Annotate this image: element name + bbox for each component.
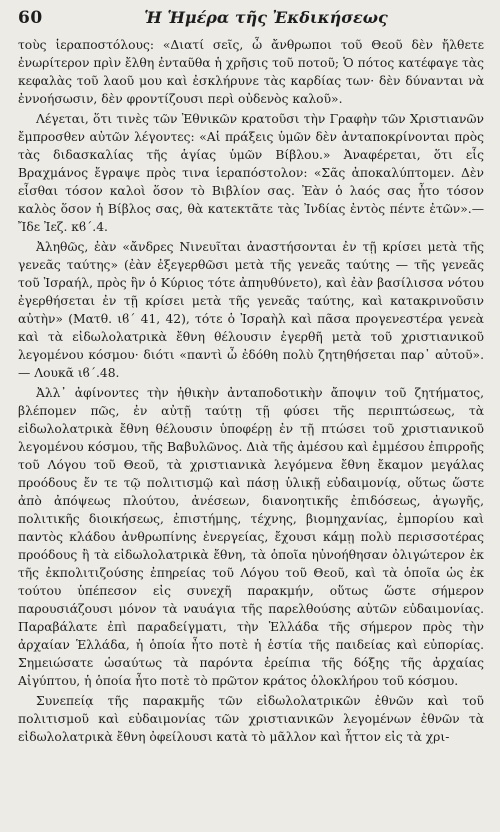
page-number: 60 (18, 8, 43, 28)
paragraph: Λέγεται, ὅτι τινὲς τῶν Ἐθνικῶν κρατοῦσι τὴν Γραφὴν τῶν Χριστιανῶν ἔμπροσθεν αὐτῶν λέγοντες: «Αἱ πράξεις ὑμῶν δὲν ἀνταποκρίνονται πρὸς τὰς διδασκαλίας τῆς ἁγίας ὑμῶν Βίβλου.» Ἀναφέρεται, ὅτι εἷς Βραχμάνος ἔγραψε πρὸς τινα ἱεραπόστολον: «Σᾶς ἀποκαλύπτομεν. Δὲν εἶσθαι τόσον καλοὶ ὅσον τὸ Βιβλίον σας. Ἐὰν ὁ λαός σας ἦτο τόσον καλὸς ὅσον ἡ Βίβλος σας, θὰ κατεκτᾶτε τὰς Ἰνδίας ἐντὸς πέντε ἐτῶν».— Ἴδε Ἰεζ. κϐ΄.4. (18, 112, 484, 234)
paragraph: Ἀληθῶς, ἐὰν «ἄνδρες Νινευῖται ἀναστήσονται ἐν τῇ κρίσει μετὰ τῆς γενεᾶς ταύτης» (ἐὰν ἐξεγερθῶσι μετὰ τῆς γενεᾶς ταύτης — τῆς γενεᾶς τοῦ Ἰσραήλ, πρὸς ἣν ὁ Κύριος τότε ἀπηυθύνετο), καὶ ἐὰν βασίλισσα νότου ἐγερθήσεται ἐν τῇ κρίσει μετὰ τῆς γενεᾶς ταύτης, καὶ κατακρινοῦσιν αὐτὴν» (Ματθ. ιϐ΄ 41, 42), τότε ὁ Ἰσραὴλ καὶ πᾶσα προγενεστέρα γενεὰ καὶ τὰ εἰδωλολατρικὰ ἔθνη θέλουσιν ἐγερθῆ μετὰ τοῦ χριστιανικοῦ λεγομένου κόσμου· διότι «παντὶ ὦ ἐδόθη πολὺ ζητηθήσεται παρ᾽ αὐτοῦ». — Λουκᾶ ιϐ΄.48. (18, 240, 484, 380)
paragraph: τοὺς ἱεραποστόλους: «Διατί σεῖς, ὦ ἄνθρωποι τοῦ Θεοῦ δὲν ἤλθετε ἐνωρίτερον πρὶν ἔλθη ἐνταῦθα ἡ χρῆσις τοῦ ποτοῦ; Ὁ πότος κατέφαγε τὰς κεφαλὰς τοῦ λαοῦ μου καὶ ἐσκλήρυνε τὰς καρδίας των· δὲν δύνανται νὰ ἐννοήσωσιν, δὲν φροντίζουσι περὶ οὐδενὸς καλοῦ». (18, 38, 484, 106)
paragraph: Συνεπείᾳ τῆς παρακμῆς τῶν εἰδωλολατρικῶν ἐθνῶν καὶ τοῦ πολιτισμοῦ καὶ εὐδαιμονίας τῶν χριστιανικῶν λεγομένων ἐθνῶν τὰ εἰδωλολατρικὰ ἔθνη ὀφείλουσι κατὰ τὸ μᾶλλον καὶ ἧττον εἰς τὰ χρι- (18, 694, 484, 744)
page-body (18, 36, 484, 746)
paragraph: Ἀλλ᾽ ἀφίνοντες τὴν ἠθικὴν ἀνταποδοτικὴν ἄποψιν τοῦ ζητήματος, βλέπομεν πῶς, ἐν αὐτῇ ταύτῃ τῇ φύσει τῆς περιπτώσεως, τὰ εἰδωλολατρικὰ ἔθνη θέλουσιν ὑποφέρῃ ἐν τῇ πτώσει τοῦ χριστιανικοῦ λεγομένου κόσμου, τῆς Βαβυλῶνος. Διὰ τῆς ἀμέσου καὶ ἐμμέσου ἐπιρροῆς τοῦ Λόγου τοῦ Θεοῦ, τὰ χριστιανικὰ λεγόμενα ἔθνη ἔκαμον μεγάλας προόδους ἔν τε τῷ πολιτισμῷ καὶ πάσῃ ὑλικῇ εὐδαιμονίᾳ, οὕτως ὥστε ἀπὸ ἀπόψεως πλούτου, ἀνέσεων, διανοητικῆς ἐπιδόσεως, ἀγωγῆς, πολιτικῆς διοικήσεως, ἐπιστήμης, τέχνης, βιομηχανίας, ἐμπορίου καὶ παντὸς κλάδου ἀνθρωπίνης ἐνεργείας, ἔχουσι κάμῃ πολὺ περισσοτέρας προόδους ἢ τὰ εἰδωλολατρικὰ ἔθνη, τὰ ὁποῖα ηὐνοήθησαν ὀλιγώτερον ἐκ τῆς ἐκπολιτιζούσης ἐπηρείας τοῦ Λόγου τοῦ Θεοῦ, καὶ τὰ ὁποῖα ὡς ἐκ τούτου ὑπέπεσον εἰς συνεχῆ παρακμήν, οὕτως ὥστε σήμερον παρουσιάζουσι μόνον τὰ ναυάγια τῆς παρελθούσης αὐτῶν εὐδαιμονίας. Παραβάλατε ἐπὶ παραδείγματι, τὴν Ἑλλάδα τῆς σήμερον πρὸς τὴν ἀρχαίαν Ἑλλάδα, ἡ ὁποία ἦτο ποτὲ ἡ ἑστία τῆς παιδείας καὶ εὐπορίας. Σημειώσατε ὡσαύτως τὰ παρόντα ἐρείπια τῆς δόξης τῆς ἀρχαίας Αἰγύπτου, ἡ ὁποία ἦτο ποτὲ τὸ πρῶτον κράτος ὁλοκλήρου τοῦ κόσμου. (18, 386, 484, 688)
page-header (18, 6, 484, 36)
running-title: Ἡ Ἡμέρα τῆς Ἐκδικήσεως (144, 8, 388, 27)
